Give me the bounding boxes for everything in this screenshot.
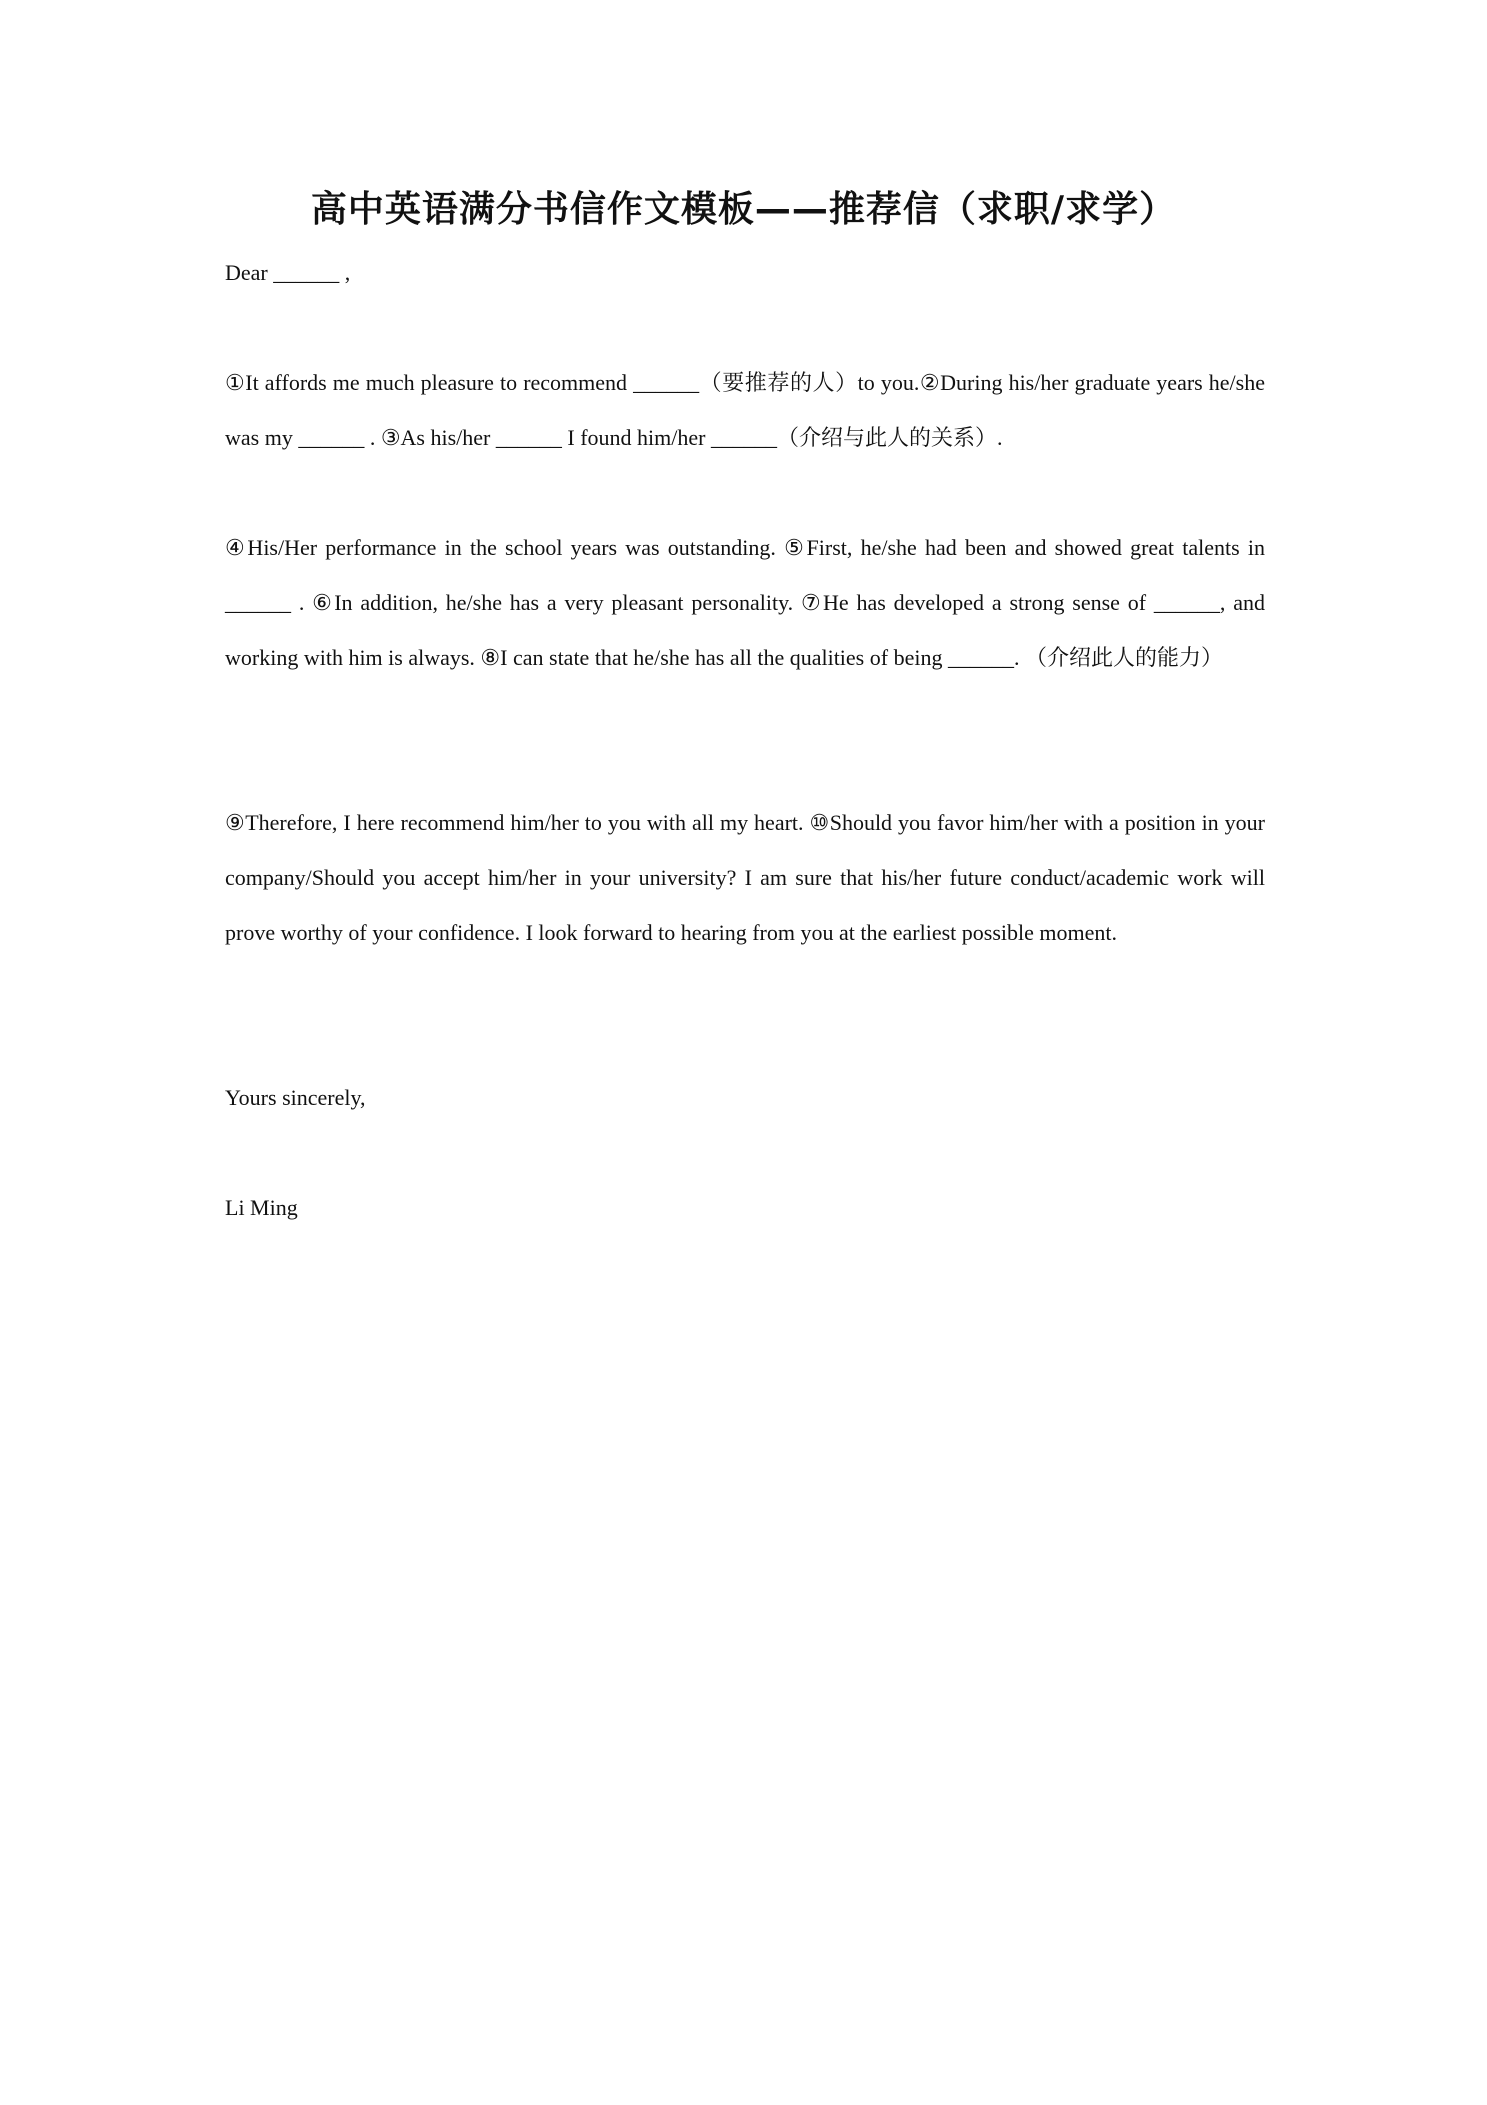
letter-closing: Yours sincerely, [225,1085,366,1110]
paragraph-conclusion [225,795,1265,960]
letter-greeting: Dear ______ , [225,260,351,285]
paragraph-abilities [225,520,1265,685]
paragraph-text: ①It affords me much pleasure to recommend ______（要推荐的人）to you.②During his/her graduate years he/she was my ______ . ③As his/her ______ I found him/her ______（介绍与此人的关系）. [225,370,1265,450]
letter-signature: Li Ming [225,1195,298,1220]
document-title: 高中英语满分书信作文模板——推荐信（求职/求学） [310,189,1177,230]
paragraph-intro [225,355,1265,465]
paragraph-text: ④His/Her performance in the school years was outstanding. ⑤First, he/she had been and showed great talents in ______ . ⑥In addition, he/she has a very pleasant personality. ⑦He has developed a strong sense of ______, and working with him is always. ⑧I can state that he/she has all the qualities of being ______. （介绍此人的能力） [225,535,1265,670]
paragraph-text: ⑨Therefore, I here recommend him/her to you with all my heart. ⑩Should you favor him/her with a position in your company/Should you accept him/her in your university? I am sure that his/her future conduct/academic work will prove worthy of your confidence. I look forward to hearing from you at the earliest possible moment. [225,810,1265,945]
